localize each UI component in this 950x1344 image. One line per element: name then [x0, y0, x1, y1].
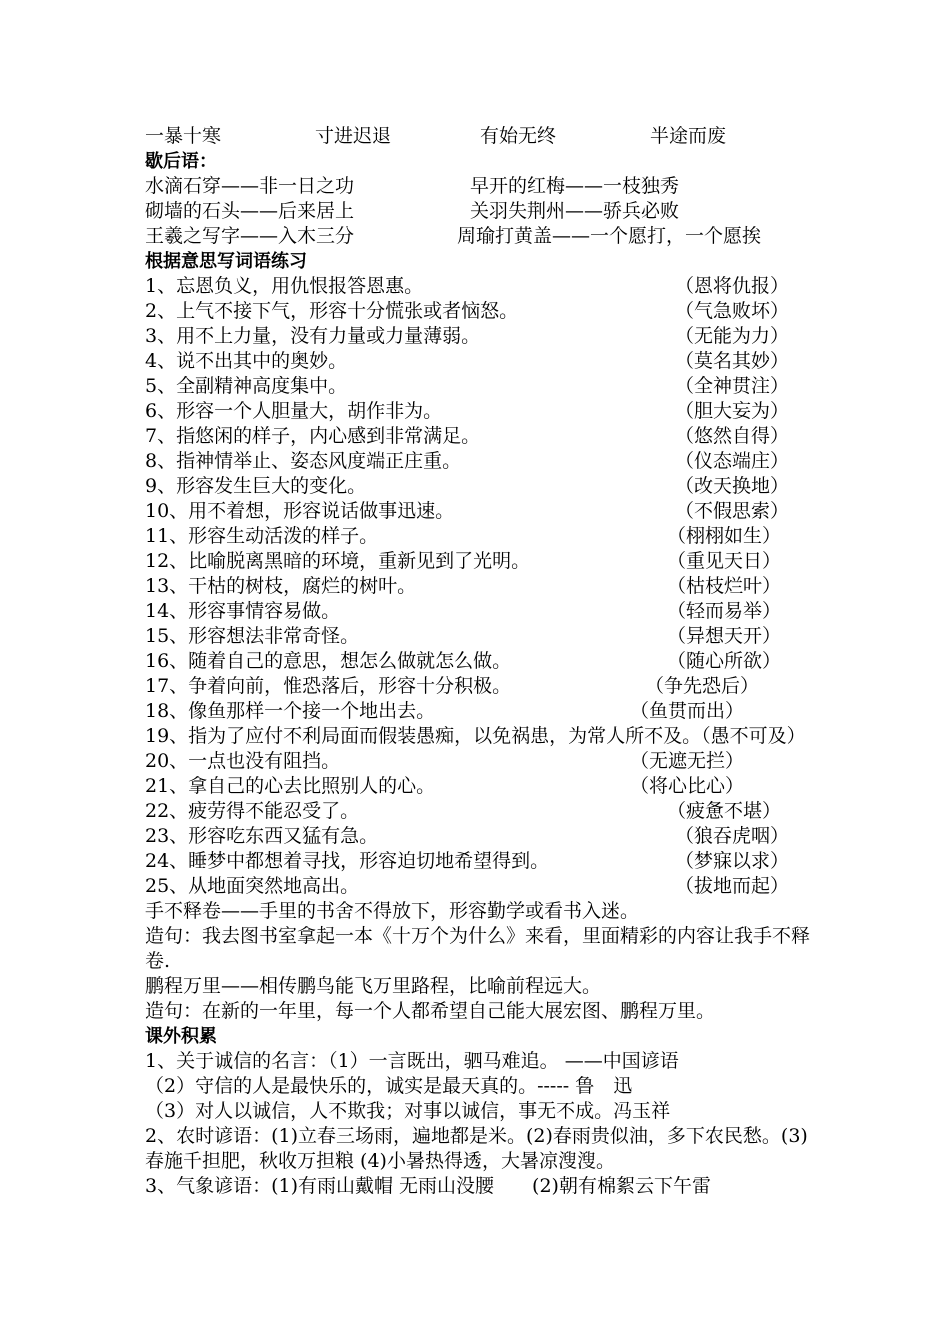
meaning-item — [145, 424, 815, 449]
meaning-answer: （拔地而起） — [675, 875, 790, 897]
meaning-answer: （气急败坏） — [675, 300, 790, 322]
meaning-answer: （轻而易举） — [667, 600, 782, 622]
explain-line: 手不释卷——手里的书舍不得放下，形容勤学或看书入迷。 — [145, 900, 640, 922]
idiom-3: 有始无终 — [480, 125, 557, 147]
meaning-item — [145, 749, 815, 774]
xiehouyu-left: 水滴石穿——非一日之功 — [145, 175, 355, 197]
xiehouyu-left: 王羲之写字——入木三分 — [145, 225, 355, 247]
meaning-answer: （胆大妄为） — [675, 400, 790, 422]
meaning-item — [145, 774, 815, 799]
meaning-question: 2、上气不接下气，形容十分慌张或者恼怒。 — [145, 300, 519, 322]
idiom-row — [145, 124, 815, 149]
meaning-item — [145, 799, 815, 824]
extra-line: （3）对人以诚信，人不欺我；对事以诚信，事无不成。冯玉祥 — [145, 1100, 671, 1122]
meaning-answer: （将心比心） — [630, 775, 745, 797]
meaning-answer: （鱼贯而出） — [630, 700, 745, 722]
meaning-item — [145, 374, 815, 399]
meaning-item — [145, 574, 815, 599]
meaning-answer: （狼吞虎咽） — [675, 825, 790, 847]
meaning-item — [145, 274, 815, 299]
meaning-item — [145, 299, 815, 324]
meaning-item — [145, 349, 815, 374]
meaning-answer: （仪态端庄） — [675, 450, 790, 472]
meaning-answer: （枯枝烂叶） — [667, 575, 782, 597]
meaning-item — [145, 674, 815, 699]
meaning-answer: （恩将仇报） — [675, 275, 790, 297]
meaning-question: 5、全副精神高度集中。 — [145, 375, 348, 397]
document-page — [145, 124, 815, 1199]
meaning-answer: （无遮无拦） — [630, 750, 745, 772]
xiehouyu-heading: 歇后语： — [145, 151, 217, 172]
meaning-item — [145, 624, 815, 649]
meaning-item — [145, 399, 815, 424]
meaning-answer: （莫名其妙） — [675, 350, 790, 372]
meaning-answer: （不假思索） — [675, 500, 790, 522]
explain-line: 鹏程万里——相传鹏鸟能飞万里路程，比喻前程远大。 — [145, 975, 602, 997]
extra-line: 2、农时谚语：(1)立春三场雨，遍地都是米。(2)春雨贵似油，多下农民愁。(3)春施千担肥，秋收万担粮 (4)小暑热得透，大暑凉溲溲。 — [145, 1125, 808, 1172]
meaning-answer: （无能为力） — [675, 325, 790, 347]
xiehouyu-row — [145, 199, 815, 224]
meaning-question: 7、指悠闲的样子，内心感到非常满足。 — [145, 425, 481, 447]
meaning-question: 1、忘恩负义，用仇恨报答恩惠。 — [145, 275, 424, 297]
xiehouyu-right: 早开的红梅——一枝独秀 — [470, 175, 680, 197]
meaning-item — [145, 324, 815, 349]
xiehouyu-right: 周瑜打黄盖——一个愿打，一个愿挨 — [457, 225, 762, 247]
meaning-question: 14、形容事情容易做。 — [145, 600, 341, 622]
xiehouyu-right: 关羽失荆州——骄兵必败 — [470, 200, 680, 222]
idiom-1: 一暴十寒 — [145, 125, 222, 147]
idiom-4: 半途而废 — [650, 125, 727, 147]
meaning-item — [145, 524, 815, 549]
meaning-item-19: 19、指为了应付不利局面而假装愚痴，以免祸患，为常人所不及。（愚不可及） — [145, 725, 806, 747]
meaning-answer: （重见天日） — [667, 550, 782, 572]
meaning-question: 25、从地面突然地高出。 — [145, 875, 360, 897]
extra-line: （2）守信的人是最快乐的，诚实是最天真的。----- 鲁 迅 — [145, 1075, 633, 1097]
meaning-answer: （栩栩如生） — [667, 525, 782, 547]
meaning-item — [145, 874, 815, 899]
meaning-answer: （疲惫不堪） — [667, 800, 782, 822]
extra-heading: 课外积累 — [145, 1026, 217, 1047]
xiehouyu-left: 砌墙的石头——后来居上 — [145, 200, 355, 222]
xiehouyu-row — [145, 174, 815, 199]
meaning-answer: （全神贯注） — [675, 375, 790, 397]
meaning-question: 13、干枯的树枝，腐烂的树叶。 — [145, 575, 417, 597]
extra-line: 1、关于诚信的名言：（1）一言既出，驷马难追。 ——中国谚语 — [145, 1050, 679, 1072]
meaning-item — [145, 549, 815, 574]
meaning-question: 9、形容发生巨大的变化。 — [145, 475, 367, 497]
meaning-answer: （悠然自得） — [675, 425, 790, 447]
meaning-answer: （梦寐以求） — [675, 850, 790, 872]
meaning-question: 22、疲劳得不能忍受了。 — [145, 800, 360, 822]
explain-line: 造句：在新的一年里，每一个人都希望自己能大展宏图、鹏程万里。 — [145, 1000, 716, 1022]
meaning-list-2 — [145, 749, 815, 899]
meaning-item — [145, 824, 815, 849]
meaning-item — [145, 474, 815, 499]
meaning-item — [145, 499, 815, 524]
meaning-question: 18、像鱼那样一个接一个地出去。 — [145, 700, 436, 722]
meaning-question: 15、形容想法非常奇怪。 — [145, 625, 360, 647]
meaning-question: 11、形容生动活泼的样子。 — [145, 525, 379, 547]
meaning-question: 6、形容一个人胆量大，胡作非为。 — [145, 400, 443, 422]
meaning-question: 21、拿自己的心去比照别人的心。 — [145, 775, 436, 797]
meaning-answer: （随心所欲） — [667, 650, 782, 672]
meaning-question: 24、睡梦中都想着寻找，形容迫切地希望得到。 — [145, 850, 550, 872]
meaning-answer: （争先恐后） — [645, 675, 760, 697]
meaning-question: 20、一点也没有阻挡。 — [145, 750, 341, 772]
meaning-question: 12、比喻脱离黑暗的环境，重新见到了光明。 — [145, 550, 531, 572]
meaning-answer: （异想天开） — [667, 625, 782, 647]
meaning-item — [145, 649, 815, 674]
meaning-question: 17、争着向前，惟恐落后，形容十分积极。 — [145, 675, 512, 697]
meaning-question: 3、用不上力量，没有力量或力量薄弱。 — [145, 325, 481, 347]
idiom-2: 寸进迟退 — [315, 125, 392, 147]
explain-line: 造句：我去图书室拿起一本《十万个为什么》来看，里面精彩的内容让我手不释卷. — [145, 925, 811, 972]
meaning-answer: （改天换地） — [675, 475, 790, 497]
meaning-list — [145, 274, 815, 724]
meaning-heading: 根据意思写词语练习 — [145, 251, 307, 272]
meaning-question: 4、说不出其中的奥妙。 — [145, 350, 348, 372]
extra-line: 3、气象谚语：(1)有雨山戴帽 无雨山没腰 (2)朝有棉絮云下午雷 — [145, 1175, 711, 1197]
meaning-question: 10、用不着想，形容说话做事迅速。 — [145, 500, 455, 522]
meaning-item — [145, 599, 815, 624]
meaning-question: 23、形容吃东西又猛有急。 — [145, 825, 379, 847]
meaning-item — [145, 849, 815, 874]
xiehouyu-row — [145, 224, 815, 249]
meaning-question: 8、指神情举止、姿态风度端正庄重。 — [145, 450, 462, 472]
meaning-item — [145, 699, 815, 724]
meaning-question: 16、随着自己的意思，想怎么做就怎么做。 — [145, 650, 512, 672]
meaning-item — [145, 449, 815, 474]
